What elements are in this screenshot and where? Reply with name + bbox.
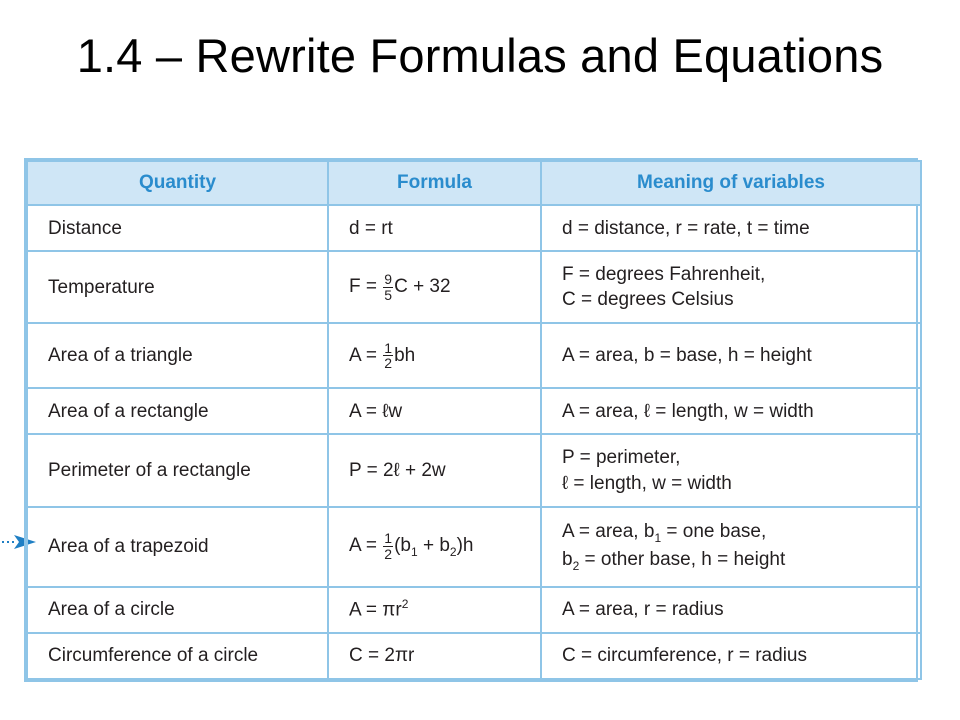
table-row bbox=[27, 587, 921, 633]
table-row bbox=[27, 434, 921, 506]
fraction bbox=[383, 531, 393, 561]
subscript: 2 bbox=[449, 545, 457, 560]
meaning-line: ℓ = length, w = width bbox=[562, 472, 732, 494]
quantity-cell: Area of a rectangle bbox=[27, 388, 328, 434]
table-row bbox=[27, 507, 921, 587]
meaning-line: P = perimeter, bbox=[562, 447, 681, 469]
formula-lhs: A = bbox=[349, 344, 377, 366]
formula-part: )h bbox=[456, 535, 474, 557]
formula-rhs: bh bbox=[394, 344, 416, 366]
formula-part: + b bbox=[417, 535, 450, 557]
meaning-cell: A = area, ℓ = length, w = width bbox=[541, 388, 921, 434]
fraction-denominator: 2 bbox=[384, 546, 393, 563]
fraction-numerator: 1 bbox=[384, 530, 393, 547]
meaning-cell: d = distance, r = rate, t = time bbox=[541, 205, 921, 251]
formula-lhs: A = bbox=[349, 535, 377, 557]
formulas-table bbox=[26, 160, 922, 680]
fraction-denominator: 5 bbox=[384, 286, 393, 303]
meaning-cell: A = area, r = radius bbox=[541, 587, 921, 633]
formula-cell: A = ℓw bbox=[328, 388, 541, 434]
fraction-numerator: 1 bbox=[384, 339, 393, 356]
quantity-cell: Area of a triangle bbox=[27, 323, 328, 388]
table-row bbox=[27, 251, 921, 323]
meaning-line bbox=[562, 519, 920, 547]
quantity-cell: Area of a trapezoid bbox=[27, 507, 328, 587]
formula-lhs: F = bbox=[349, 276, 377, 298]
meaning-cell bbox=[541, 434, 921, 506]
meaning-part: b bbox=[562, 548, 573, 570]
table-header-row bbox=[27, 161, 921, 205]
meaning-part: A = area, b bbox=[562, 521, 655, 543]
header-quantity: Quantity bbox=[27, 161, 328, 205]
formula-part: (b bbox=[394, 535, 411, 557]
quantity-cell: Temperature bbox=[27, 251, 328, 323]
page-title: 1.4 – Rewrite Formulas and Equations bbox=[76, 29, 884, 82]
meaning-cell: C = circumference, r = radius bbox=[541, 633, 921, 679]
formula-cell: C = 2πr bbox=[328, 633, 541, 679]
table-row bbox=[27, 388, 921, 434]
quantity-cell: Area of a circle bbox=[27, 587, 328, 633]
fraction bbox=[383, 272, 393, 302]
meaning-part: = one base, bbox=[661, 521, 767, 543]
meaning-line bbox=[562, 547, 920, 575]
meaning-line: F = degrees Fahrenheit, bbox=[562, 264, 766, 286]
header-meaning: Meaning of variables bbox=[541, 161, 921, 205]
fraction bbox=[383, 341, 393, 371]
formula-cell bbox=[328, 507, 541, 587]
formula-cell: d = rt bbox=[328, 205, 541, 251]
formula-rhs: C + 32 bbox=[394, 276, 451, 298]
quantity-cell: Perimeter of a rectangle bbox=[27, 434, 328, 506]
meaning-cell bbox=[541, 507, 921, 587]
quantity-cell: Distance bbox=[27, 205, 328, 251]
meaning-part: = other base, h = height bbox=[579, 548, 786, 570]
superscript: 2 bbox=[401, 597, 409, 612]
formula-cell bbox=[328, 251, 541, 323]
meaning-line: C = degrees Celsius bbox=[562, 289, 734, 311]
formula-cell: P = 2ℓ + 2w bbox=[328, 434, 541, 506]
table-row bbox=[27, 205, 921, 251]
fraction-numerator: 9 bbox=[384, 270, 393, 287]
quantity-cell: Circumference of a circle bbox=[27, 633, 328, 679]
formulas-table-container bbox=[24, 158, 918, 682]
header-formula: Formula bbox=[328, 161, 541, 205]
meaning-cell bbox=[541, 251, 921, 323]
formula-cell bbox=[328, 323, 541, 388]
table-row bbox=[27, 323, 921, 388]
formula-cell bbox=[328, 587, 541, 633]
subscript: 1 bbox=[410, 545, 418, 560]
table-row bbox=[27, 633, 921, 679]
subscript: 2 bbox=[572, 558, 580, 573]
fraction-denominator: 2 bbox=[384, 355, 393, 372]
subscript: 1 bbox=[654, 530, 662, 545]
formula-part: A = πr bbox=[349, 599, 402, 621]
meaning-cell: A = area, b = base, h = height bbox=[541, 323, 921, 388]
